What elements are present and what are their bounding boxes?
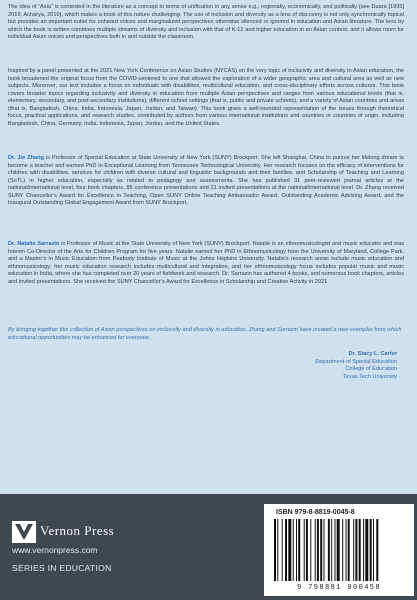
publisher-logo: [12, 519, 162, 589]
barcode-number: 9 798881 900458: [296, 584, 381, 592]
author-name-zhang: Dr. Jie Zhang: [8, 155, 44, 161]
author-bio-zhang: [8, 155, 404, 208]
endorsement-quote: By bringing together this collection of Asian perspectives on inclusivity and diversity in education, Zhang and Sarrazin have created a new exemplar from which educational opportunities may be enhanced for everyone.: [8, 327, 402, 341]
isbn-label: ISBN 979-8-8819-0045-8: [276, 509, 355, 516]
author-bio-sarrazin-text: is Professor of Music at the State University of New York (SUNY) Brockport. Natalie is an ethnomusicologist and music educator and was Interim Co-Director of the Arts for Children Program for five years. Natalie earned her PhD in Ethnomusicology from the University of Maryland, College Park, and a Master’s in Music Education from Peabody Institute of Music at the Johns Hopkins University. Natalie’s research areas include music education and ethnomusicology; her music education research includes multicultural and integration, and her ethnomusicology focus includes popular music and music education in India, where she has completed over 20 years of fieldwork and research. Dr. Sarrazin has authored 4 books, and numerous book chapters, articles and invited presentations. She received the SUNY Chancellor’s Award for Excellence in Scholarship and Creative Activity in 2021.: [8, 241, 404, 285]
reviewer-name: Dr. Stacy L. Carter: [348, 351, 397, 357]
endorsement-signature: [237, 351, 397, 381]
reviewer-department: Department of Special Education: [315, 358, 397, 365]
vernon-press-logo-icon: [12, 521, 36, 543]
reviewer-college: College of Education: [345, 366, 397, 373]
barcode-icon: [272, 519, 408, 581]
publisher-url: www.vernonpress.com: [12, 545, 98, 555]
publisher-name: Vernon Press: [40, 523, 115, 538]
description-paragraph-1: The idea of “Asia” is contested in the literature as a concept in terms of unification in any sense e.g., regionally, economically, and politically (see Duara [1995] 2019; Acharya, 2010), which makes a book of this nature challenging. The use of inclusion and diversity as a lens of discovery is not only synchronically topical but provides an important outlet for unheard voices and marginalized perspectives otherwise silenced or ignored in education and Asian literature. The lens by which the book is written combines multiple streams of diversity and inclusion with that of K-12 and higher education in an Asian context, and it allows room for individual Asian voices and perspectives both in and outside the classroom.: [8, 4, 404, 41]
isbn-barcode-box: [264, 504, 414, 596]
series-name: SERIES IN EDUCATION: [12, 563, 112, 573]
author-name-sarrazin: Dr. Natalie Sarrazin: [8, 241, 60, 247]
description-paragraph-2: Inspired by a panel presented at the 2021 New York Conference on Asian Studies (NYCAS) on the very topic of inclusivity and diversity in Asian education, the book broadened the original focus from the COVID-centered to one that allowed the exploration of a wider geographic area and cultural area as well as new subjects. Moreover, our text includes a focus on individuals with disabilities, multicultural education, and cross-disciplinary efforts across cultures. This book covers broader topics regarding inclusivity and diversity in education from multiple Asian perspectives and ranges from various educational levels (that is, elementary, secondary, and post-secondary institutions), different school settings (that is, public and private schools), and a variety of Asian countries and areas (that is, Bangladesh, China, India, Indonesia, Japan, Jordan, and Taiwan). This book gives a well-rounded representation of the issues through theoretical focus, practical applications, and research studies, contributed by authors from various international institutions and countries or countries of origin, including Bangladesh, China, Germany, India, Indonesia, Japan, Jordan, and the United States.: [8, 68, 404, 127]
author-bio-zhang-text: is Professor of Special Education at State University of New York (SUNY) Brockport. She left Shanghai, China to pursue her lifelong dream to become a teacher and earned PhD in Exceptional Learning from Tennessee Technological University. Her research focuses on the efficacy of interventions for children with disabilities, services for children with diverse cultural and linguistic backgrounds and their families, and Scholarship of Teaching and Learning (SoTL) in higher education, especially as related to pedagogy and assessments. She has published 31 peer-reviewed journal articles at the national/international level, four book chapters, 85 conference presentations and 21 invited presentations at the national/international level. Dr. Zhang received SUNY Chancellor’s Award for Excellence in Teaching, Open SUNY Online Teaching Ambassador Award, Outstanding Academic Advising Award, and the Inaugural Outstanding Global Engagement Award from SUNY Brockport.: [8, 155, 404, 207]
reviewer-university: Texas Tech University: [343, 373, 397, 380]
author-bio-sarrazin: [8, 241, 404, 286]
